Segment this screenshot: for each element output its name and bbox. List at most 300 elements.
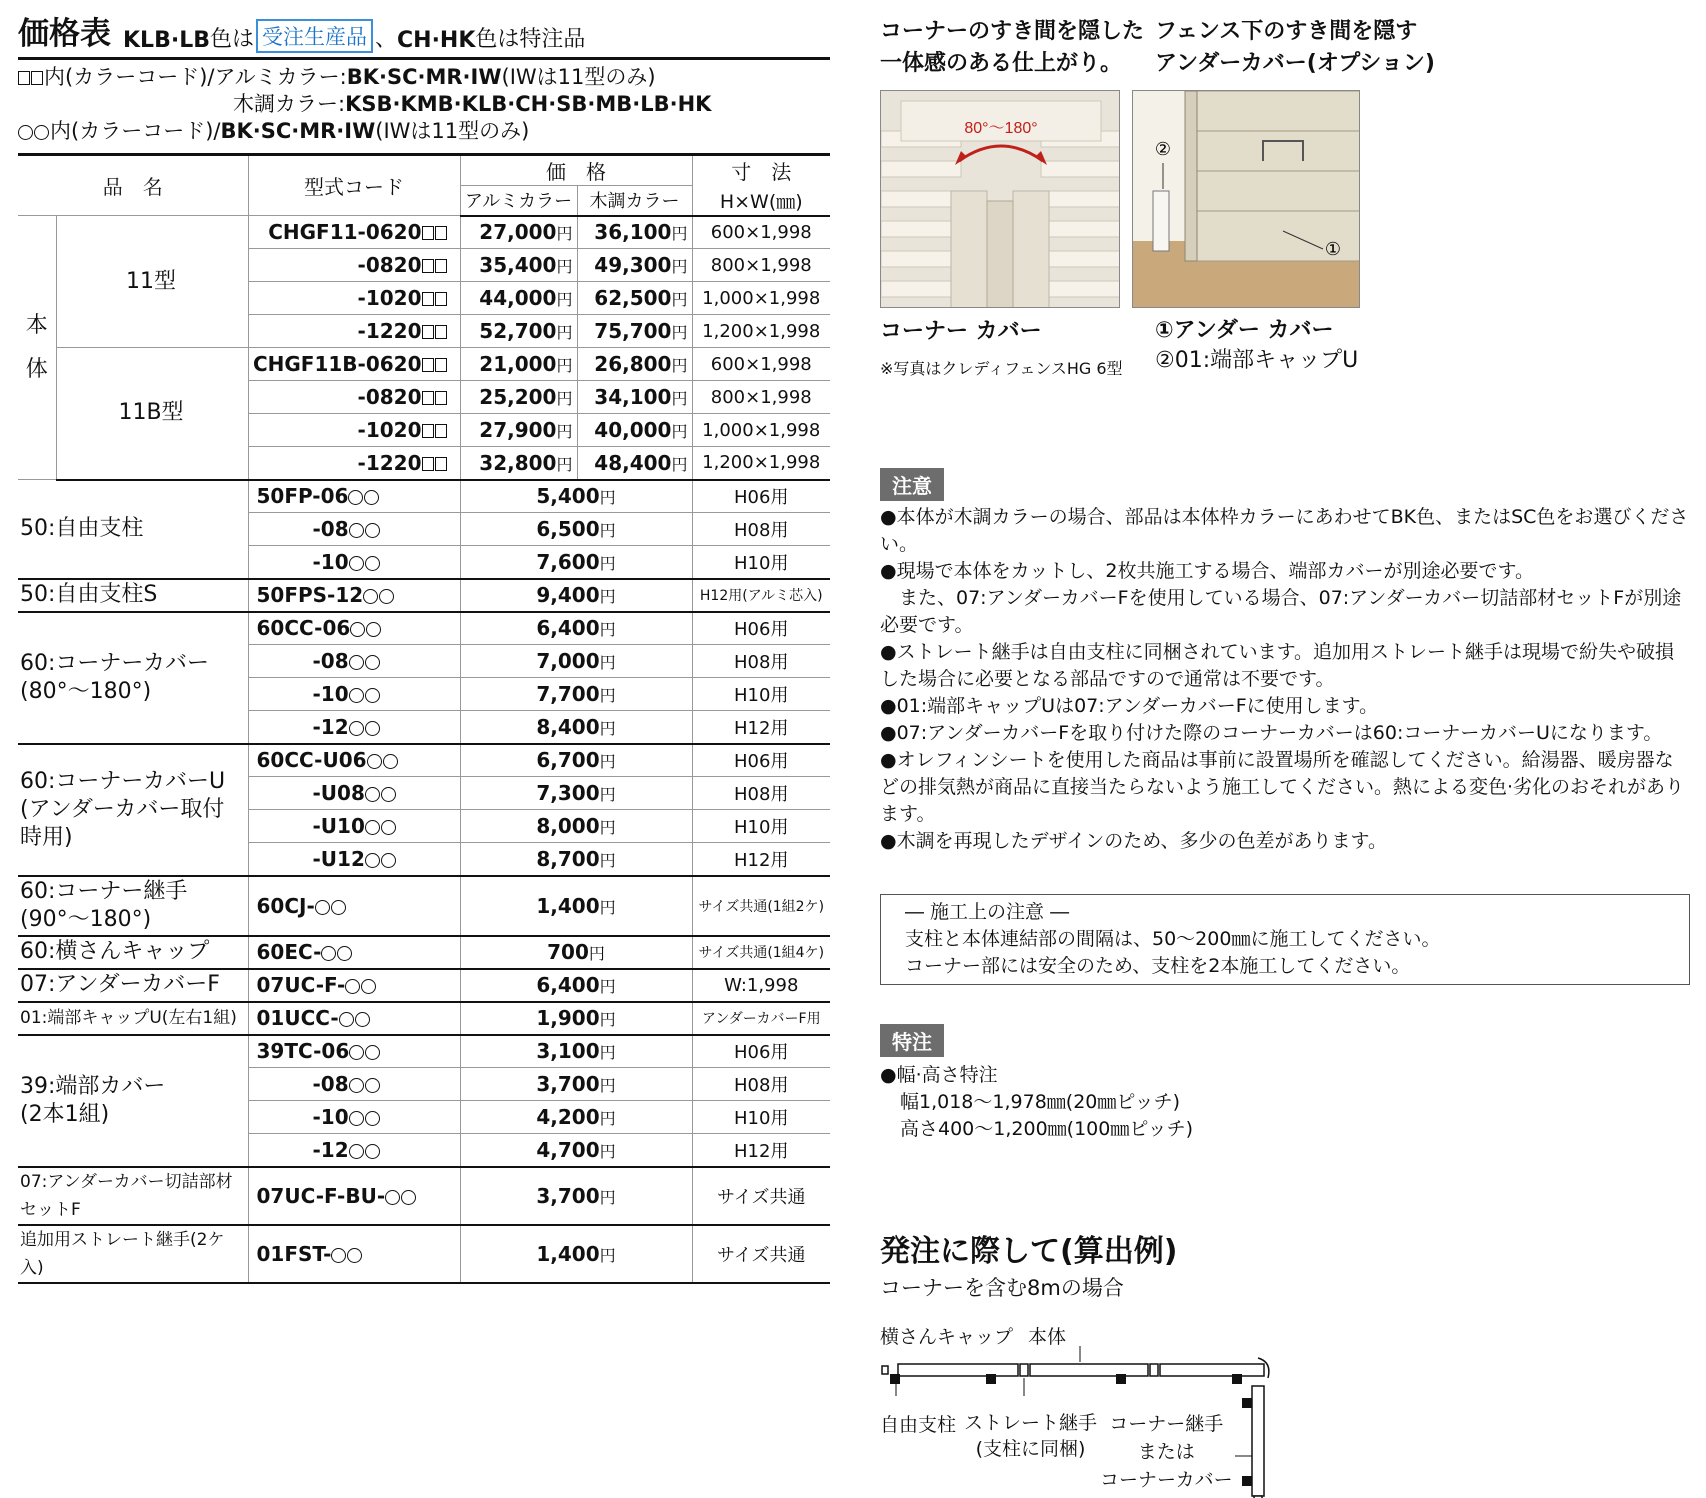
- subtitle-text-2: 色は特注品: [475, 27, 586, 52]
- header-price-alu: アルミカラー: [460, 186, 577, 216]
- price-value: 6,400: [536, 973, 600, 997]
- install-notice-line1: 支柱と本体連結部の間隔は、50〜200㎜に施工してください。: [905, 928, 1441, 950]
- corner-cover-caption: コーナー カバー: [880, 319, 1042, 344]
- special-line3: 高さ400〜1,200㎜(100㎜ピッチ): [900, 1118, 1193, 1140]
- circle-icon: [349, 1144, 364, 1159]
- part-name: [18, 744, 248, 876]
- circle-icon: [365, 1111, 380, 1126]
- price: [460, 1035, 692, 1068]
- model-code-text: -1020: [357, 418, 422, 442]
- price-value: 7,700: [536, 682, 600, 706]
- order-example-title: 発注に際して(算出例): [880, 1234, 1178, 1269]
- under-cover-illustration: [1133, 91, 1360, 308]
- circle-icon: [365, 523, 380, 538]
- size: 600×1,998: [692, 216, 830, 249]
- photo-left-heading-1: コーナーのすき間を隠した: [880, 19, 1145, 44]
- part-name-line1: 50:自由支柱S: [20, 582, 158, 607]
- header-price-wood: 木調カラー: [577, 186, 692, 216]
- part-name-line1: 07:アンダーカバー切詰部材セットF: [20, 1171, 233, 1220]
- model-code: [248, 843, 460, 876]
- price-value: 34,100: [594, 385, 672, 409]
- circle-icon: [331, 900, 346, 915]
- yen-unit: 円: [599, 977, 616, 996]
- caution-item: ●01:端部キャップUは07:アンダーカバーFに使用します。: [880, 695, 1379, 717]
- yen-unit: 円: [599, 752, 616, 772]
- price-value: 1,400: [536, 1241, 600, 1266]
- circle-icon: [365, 787, 380, 802]
- part-name-line1: 60:コーナー継手: [20, 878, 188, 904]
- price-value: 7,000: [536, 649, 600, 673]
- table-row: [18, 348, 830, 381]
- circle-icon: [349, 1045, 364, 1060]
- header-price: 価 格: [460, 155, 692, 186]
- table-row: [18, 216, 830, 249]
- circle-icon: [350, 622, 365, 637]
- table-row: [18, 579, 830, 612]
- legend-line1-post: (IWは11型のみ): [501, 65, 656, 89]
- size: H08用: [692, 513, 830, 546]
- yen-unit: 円: [671, 323, 688, 342]
- part-name-line2: (80°〜180°): [20, 678, 152, 704]
- model-code: [248, 711, 460, 744]
- model-code: [248, 579, 460, 612]
- price-value: 32,800: [479, 450, 557, 475]
- table-row: [18, 936, 830, 969]
- price: [460, 480, 692, 513]
- label-corner-2: または: [1137, 1441, 1195, 1463]
- price: [460, 843, 692, 876]
- header-size: 寸 法: [692, 155, 830, 186]
- yen-unit: 円: [599, 850, 616, 870]
- model-code: [248, 876, 460, 936]
- model-code-text: 60CC-U06: [256, 748, 367, 773]
- price-value: 21,000: [479, 352, 557, 376]
- price: [460, 645, 692, 678]
- circle-icon: [365, 721, 380, 736]
- callout-1: ①: [1324, 239, 1342, 260]
- model-code: [248, 744, 460, 777]
- model-code: [248, 645, 460, 678]
- model-code-text: -0820: [357, 253, 422, 277]
- size: サイズ共通(1組4ケ): [692, 936, 830, 969]
- model-code: [248, 1134, 460, 1167]
- size: アンダーカバーF用: [692, 1002, 830, 1035]
- part-name: [18, 936, 248, 969]
- model-code-text: 01UCC-: [256, 1006, 339, 1030]
- legend-line3-post: (IWは11型のみ): [375, 119, 530, 143]
- yen-unit: 円: [599, 686, 616, 705]
- size: 800×1,998: [692, 249, 830, 282]
- caution-item: ●本体が木調カラーの場合、部品は本体枠カラーにあわせてBK色、またはSC色をお選びください。: [880, 506, 1689, 555]
- header-name: 品 名: [18, 155, 248, 216]
- circle-icon: [349, 1078, 364, 1093]
- circle-icon: [339, 1012, 354, 1027]
- part-name: [18, 876, 248, 936]
- square-icon: [18, 71, 30, 85]
- price-value: 4,200: [536, 1105, 600, 1129]
- table-row: [18, 1035, 830, 1068]
- price: [460, 744, 692, 777]
- subtitle-text-1: 色は: [209, 27, 254, 52]
- model-code-text: 07UC-F-BU-: [256, 1183, 386, 1208]
- label-corner-1: コーナー継手: [1109, 1413, 1224, 1435]
- photo-right-heading-2: アンダーカバー(オプション): [1155, 51, 1435, 76]
- price: [460, 1225, 692, 1283]
- price: [460, 1002, 692, 1035]
- price: [460, 1167, 692, 1225]
- square-icon: [435, 457, 447, 471]
- model-code-text: -10: [312, 682, 349, 706]
- model-code-text: 50FPS-12: [256, 583, 364, 607]
- circle-icon: [365, 820, 380, 835]
- under-cover-photo: [1132, 90, 1360, 308]
- size: H08用: [692, 1068, 830, 1101]
- price-wood: [577, 348, 692, 381]
- special-order-notes: [880, 1062, 1193, 1143]
- price: [460, 936, 692, 969]
- special-line1: ●幅·高さ特注: [880, 1064, 998, 1086]
- circle-icon: [365, 1078, 380, 1093]
- price-alu: [460, 381, 577, 414]
- model-code: [248, 936, 460, 969]
- price-wood: [577, 381, 692, 414]
- model-code-text: -1220: [357, 319, 422, 343]
- legend-line2-pre: 木調カラー:: [233, 92, 346, 116]
- price-alu: [460, 282, 577, 315]
- model-code: [248, 810, 460, 843]
- price-value: 8,400: [536, 714, 600, 739]
- square-icon: [422, 358, 434, 372]
- special-line2: 幅1,018〜1,978㎜(20㎜ピッチ): [900, 1091, 1181, 1113]
- size: H06用: [692, 744, 830, 777]
- size: H12用(アルミ芯入): [692, 579, 830, 612]
- price-alu: [460, 447, 577, 480]
- table-row: [18, 480, 830, 513]
- yen-unit: 円: [556, 422, 573, 441]
- size: W:1,998: [692, 969, 830, 1002]
- model-code-text: 39TC-06: [256, 1039, 350, 1064]
- subtitle-colors-2: CH·HK: [397, 28, 476, 53]
- label-corner-3: コーナーカバー: [1100, 1469, 1233, 1491]
- model-code: [248, 546, 460, 579]
- photo-left-heading-2: 一体感のある仕上がり。: [880, 51, 1123, 76]
- caution-item: ●木調を再現したデザインのため、多少の色差があります。: [880, 830, 1387, 852]
- circle-icon: [363, 589, 378, 604]
- table-row: [18, 744, 830, 777]
- model-code-text: 60CJ-: [256, 893, 315, 918]
- yen-unit: 円: [599, 1141, 616, 1161]
- model-code: [248, 1068, 460, 1101]
- part-name-line2: (2本1組): [20, 1101, 110, 1127]
- yen-unit: 円: [599, 620, 616, 640]
- price-wood: [577, 216, 692, 249]
- model-code: [248, 1225, 460, 1283]
- legend-line1-colors: BK·SC·MR·IW: [346, 65, 502, 89]
- size: H08用: [692, 777, 830, 810]
- circle-icon: [365, 655, 380, 670]
- price-value: 1,900: [536, 1006, 600, 1030]
- model-code-text: -U10: [312, 814, 365, 838]
- yen-unit: 円: [599, 521, 616, 540]
- price-wood: [577, 249, 692, 282]
- model-code-text: -1020: [357, 286, 422, 310]
- part-name-line1: 60:横さんキャップ: [20, 939, 210, 964]
- price-value: 4,700: [536, 1137, 600, 1162]
- special-order-tag: 特注: [880, 1024, 944, 1057]
- size: 600×1,998: [692, 348, 830, 381]
- angle-label: 80°〜180°: [964, 120, 1038, 137]
- model-code: [248, 315, 460, 348]
- table-row: [18, 612, 830, 645]
- model-code-text: 01FST-: [256, 1241, 332, 1266]
- part-name: [18, 612, 248, 744]
- model-code-text: -08: [312, 1072, 349, 1096]
- circle-icon: [18, 125, 33, 140]
- circle-icon: [348, 490, 363, 505]
- caution-list: [880, 504, 1690, 855]
- yen-unit: 円: [556, 257, 573, 276]
- yen-unit: 円: [599, 897, 616, 917]
- part-name: [18, 1225, 248, 1283]
- square-icon: [422, 424, 434, 438]
- corner-cover-photo: [880, 90, 1120, 308]
- size: サイズ共通: [692, 1225, 830, 1283]
- model-code: [248, 1101, 460, 1134]
- caution-item: また、07:アンダーカバーFを使用している場合、07:アンダーカバー切詰部材セットFが別途必要です。: [880, 587, 1682, 636]
- square-icon: [435, 391, 447, 405]
- model-code: [248, 480, 460, 513]
- price-value: 27,900: [479, 418, 557, 442]
- product-name: 11型: [56, 216, 248, 348]
- price-value: 62,500: [594, 286, 672, 310]
- part-name: [18, 1167, 248, 1225]
- square-icon: [435, 226, 447, 240]
- price-table-section: [18, 16, 830, 1284]
- price-value: 49,300: [594, 253, 672, 277]
- circle-icon: [379, 589, 394, 604]
- square-icon: [422, 292, 434, 306]
- circle-icon: [381, 787, 396, 802]
- circle-icon: [337, 946, 352, 961]
- price: [460, 1101, 692, 1134]
- install-notice-box: [880, 894, 1690, 985]
- yen-unit: 円: [556, 323, 573, 342]
- circle-icon: [349, 688, 364, 703]
- model-code-text: CHGF11B-0620: [252, 352, 422, 376]
- yen-unit: 円: [671, 290, 688, 309]
- yen-unit: 円: [671, 257, 688, 276]
- price: [460, 810, 692, 843]
- product-name: 11B型: [56, 348, 248, 480]
- circle-icon: [349, 1111, 364, 1126]
- part-name-line2: (90°〜180°): [20, 906, 152, 932]
- model-code-text: 60EC-: [256, 940, 322, 964]
- legend-line1-pre: 内(カラーコード)/アルミカラー:: [44, 65, 347, 89]
- circle-icon: [355, 1012, 370, 1027]
- legend-line3-pre: 内(カラーコード)/: [50, 119, 221, 143]
- model-code: [248, 216, 460, 249]
- size: H06用: [692, 480, 830, 513]
- model-code: [248, 249, 460, 282]
- price-value: 3,100: [536, 1039, 600, 1064]
- circle-icon: [365, 688, 380, 703]
- price-value: 35,400: [479, 253, 557, 277]
- square-icon: [435, 325, 447, 339]
- model-code: [248, 969, 460, 1002]
- price-value: 5,400: [536, 484, 600, 509]
- model-code-text: -U08: [312, 781, 365, 805]
- subtitle-colors-1: KLB·LB: [123, 28, 210, 53]
- price: [460, 1134, 692, 1167]
- model-code: [248, 1035, 460, 1068]
- yen-unit: 円: [556, 290, 573, 309]
- size: H06用: [692, 612, 830, 645]
- size: サイズ共通: [692, 1167, 830, 1225]
- yen-unit: 円: [588, 944, 605, 963]
- yen-unit: 円: [599, 1043, 616, 1063]
- part-name-line1: 01:端部キャップU(左右1組): [20, 1008, 237, 1028]
- price-value: 7,300: [536, 781, 600, 805]
- model-code-text: -1220: [357, 450, 422, 475]
- circle-icon: [349, 721, 364, 736]
- circle-icon: [365, 1144, 380, 1159]
- model-code-text: CHGF11-0620: [268, 220, 422, 244]
- caution-item: ●現場で本体をカットし、2枚共施工する場合、端部カバーが別途必要です。: [880, 560, 1534, 582]
- part-name: [18, 969, 248, 1002]
- circle-icon: [349, 523, 364, 538]
- yen-unit: 円: [599, 587, 616, 606]
- price-wood: [577, 447, 692, 480]
- price: [460, 579, 692, 612]
- size: 800×1,998: [692, 381, 830, 414]
- price-alu: [460, 414, 577, 447]
- circle-icon: [364, 490, 379, 505]
- subtitle-comma: 、: [375, 27, 398, 52]
- photo-note: ※写真はクレディフェンスHG 6型: [880, 359, 1123, 378]
- model-code-text: -0820: [357, 385, 422, 409]
- yen-unit: 円: [599, 553, 616, 573]
- price-alu: [460, 348, 577, 381]
- model-code: [248, 1002, 460, 1035]
- size: H12用: [692, 711, 830, 744]
- price: [460, 513, 692, 546]
- price: [460, 546, 692, 579]
- part-name-line1: 60:コーナーカバーU: [20, 768, 226, 794]
- body-rows: [18, 216, 830, 480]
- model-code: [248, 282, 460, 315]
- size: サイズ共通(1組2ケ): [692, 876, 830, 936]
- yen-unit: 円: [599, 785, 616, 804]
- model-code: [248, 414, 460, 447]
- square-icon: [435, 259, 447, 273]
- model-code-text: -12: [312, 1137, 349, 1162]
- corner-cover-illustration: [881, 91, 1120, 308]
- header-code: 型式コード: [248, 155, 460, 216]
- yen-unit: 円: [599, 488, 616, 508]
- price: [460, 711, 692, 744]
- table-row: [18, 1002, 830, 1035]
- part-name-line1: 50:自由支柱: [20, 516, 144, 541]
- model-code-text: 60CC-06: [256, 616, 351, 641]
- model-code-text: -10: [312, 1105, 349, 1129]
- size: H10用: [692, 678, 830, 711]
- price-wood: [577, 315, 692, 348]
- model-code: [248, 381, 460, 414]
- price-table-title: [18, 16, 830, 60]
- yen-unit: 円: [599, 1076, 616, 1095]
- price-value: 6,700: [536, 748, 600, 773]
- model-code: [248, 1167, 460, 1225]
- body-label-bottom: 体: [25, 356, 48, 382]
- price-value: 25,200: [479, 385, 557, 409]
- size: H10用: [692, 546, 830, 579]
- model-code: [248, 348, 460, 381]
- yen-unit: 円: [556, 454, 573, 474]
- install-notice-line2: コーナー部には安全のため、支柱を2本施工してください。: [905, 955, 1411, 977]
- circle-icon: [347, 1248, 362, 1263]
- square-icon: [435, 424, 447, 438]
- under-cover-caption-2: ②01:端部キャップU: [1155, 348, 1359, 373]
- yen-unit: 円: [599, 718, 616, 738]
- label-cap: 横さんキャップ: [880, 1326, 1014, 1348]
- yen-unit: 円: [556, 389, 573, 408]
- model-code-text: 07UC-F-: [256, 973, 346, 997]
- yen-unit: 円: [599, 818, 616, 837]
- size: 1,200×1,998: [692, 447, 830, 480]
- circle-icon: [321, 946, 336, 961]
- model-code-text: -08: [312, 649, 349, 673]
- circle-icon: [345, 979, 360, 994]
- circle-icon: [367, 754, 382, 769]
- circle-icon: [385, 1190, 400, 1205]
- caution-item: ●07:アンダーカバーFを取り付けた際のコーナーカバーは60:コーナーカバーUになります。: [880, 722, 1663, 744]
- price: [460, 678, 692, 711]
- size: H08用: [692, 645, 830, 678]
- price-alu: [460, 216, 577, 249]
- price-value: 3,700: [536, 1072, 600, 1096]
- square-icon: [435, 292, 447, 306]
- size: 1,000×1,998: [692, 414, 830, 447]
- price: [460, 612, 692, 645]
- size: 1,000×1,998: [692, 282, 830, 315]
- part-name-line2: (アンダーカバー取付時用): [20, 796, 225, 850]
- model-code-text: -08: [312, 517, 349, 541]
- photo-left-heading: [880, 16, 1144, 80]
- label-body: 本体: [1028, 1326, 1067, 1348]
- price: [460, 777, 692, 810]
- circle-icon: [34, 125, 49, 140]
- size: H12用: [692, 1134, 830, 1167]
- price-value: 1,400: [536, 893, 600, 918]
- price-value: 8,000: [536, 814, 600, 838]
- label-joint-2: (支柱に同梱): [975, 1438, 1086, 1460]
- photo-right-heading-1: フェンス下のすき間を隠す: [1155, 19, 1418, 44]
- part-name-line1: 60:コーナーカバー: [20, 650, 209, 676]
- square-icon: [422, 259, 434, 273]
- yen-unit: 円: [671, 224, 688, 244]
- part-name-line1: 07:アンダーカバーF: [20, 972, 220, 997]
- size: 1,200×1,998: [692, 315, 830, 348]
- square-icon: [422, 457, 434, 471]
- order-example-subtitle: コーナーを含む8mの場合: [880, 1276, 1124, 1300]
- yen-unit: 円: [599, 1187, 616, 1207]
- price-value: 6,400: [536, 616, 600, 641]
- price-wood: [577, 282, 692, 315]
- yen-unit: 円: [671, 389, 688, 408]
- part-name: [18, 1002, 248, 1035]
- price-value: 26,800: [594, 352, 672, 376]
- price-value: 3,700: [536, 1183, 600, 1208]
